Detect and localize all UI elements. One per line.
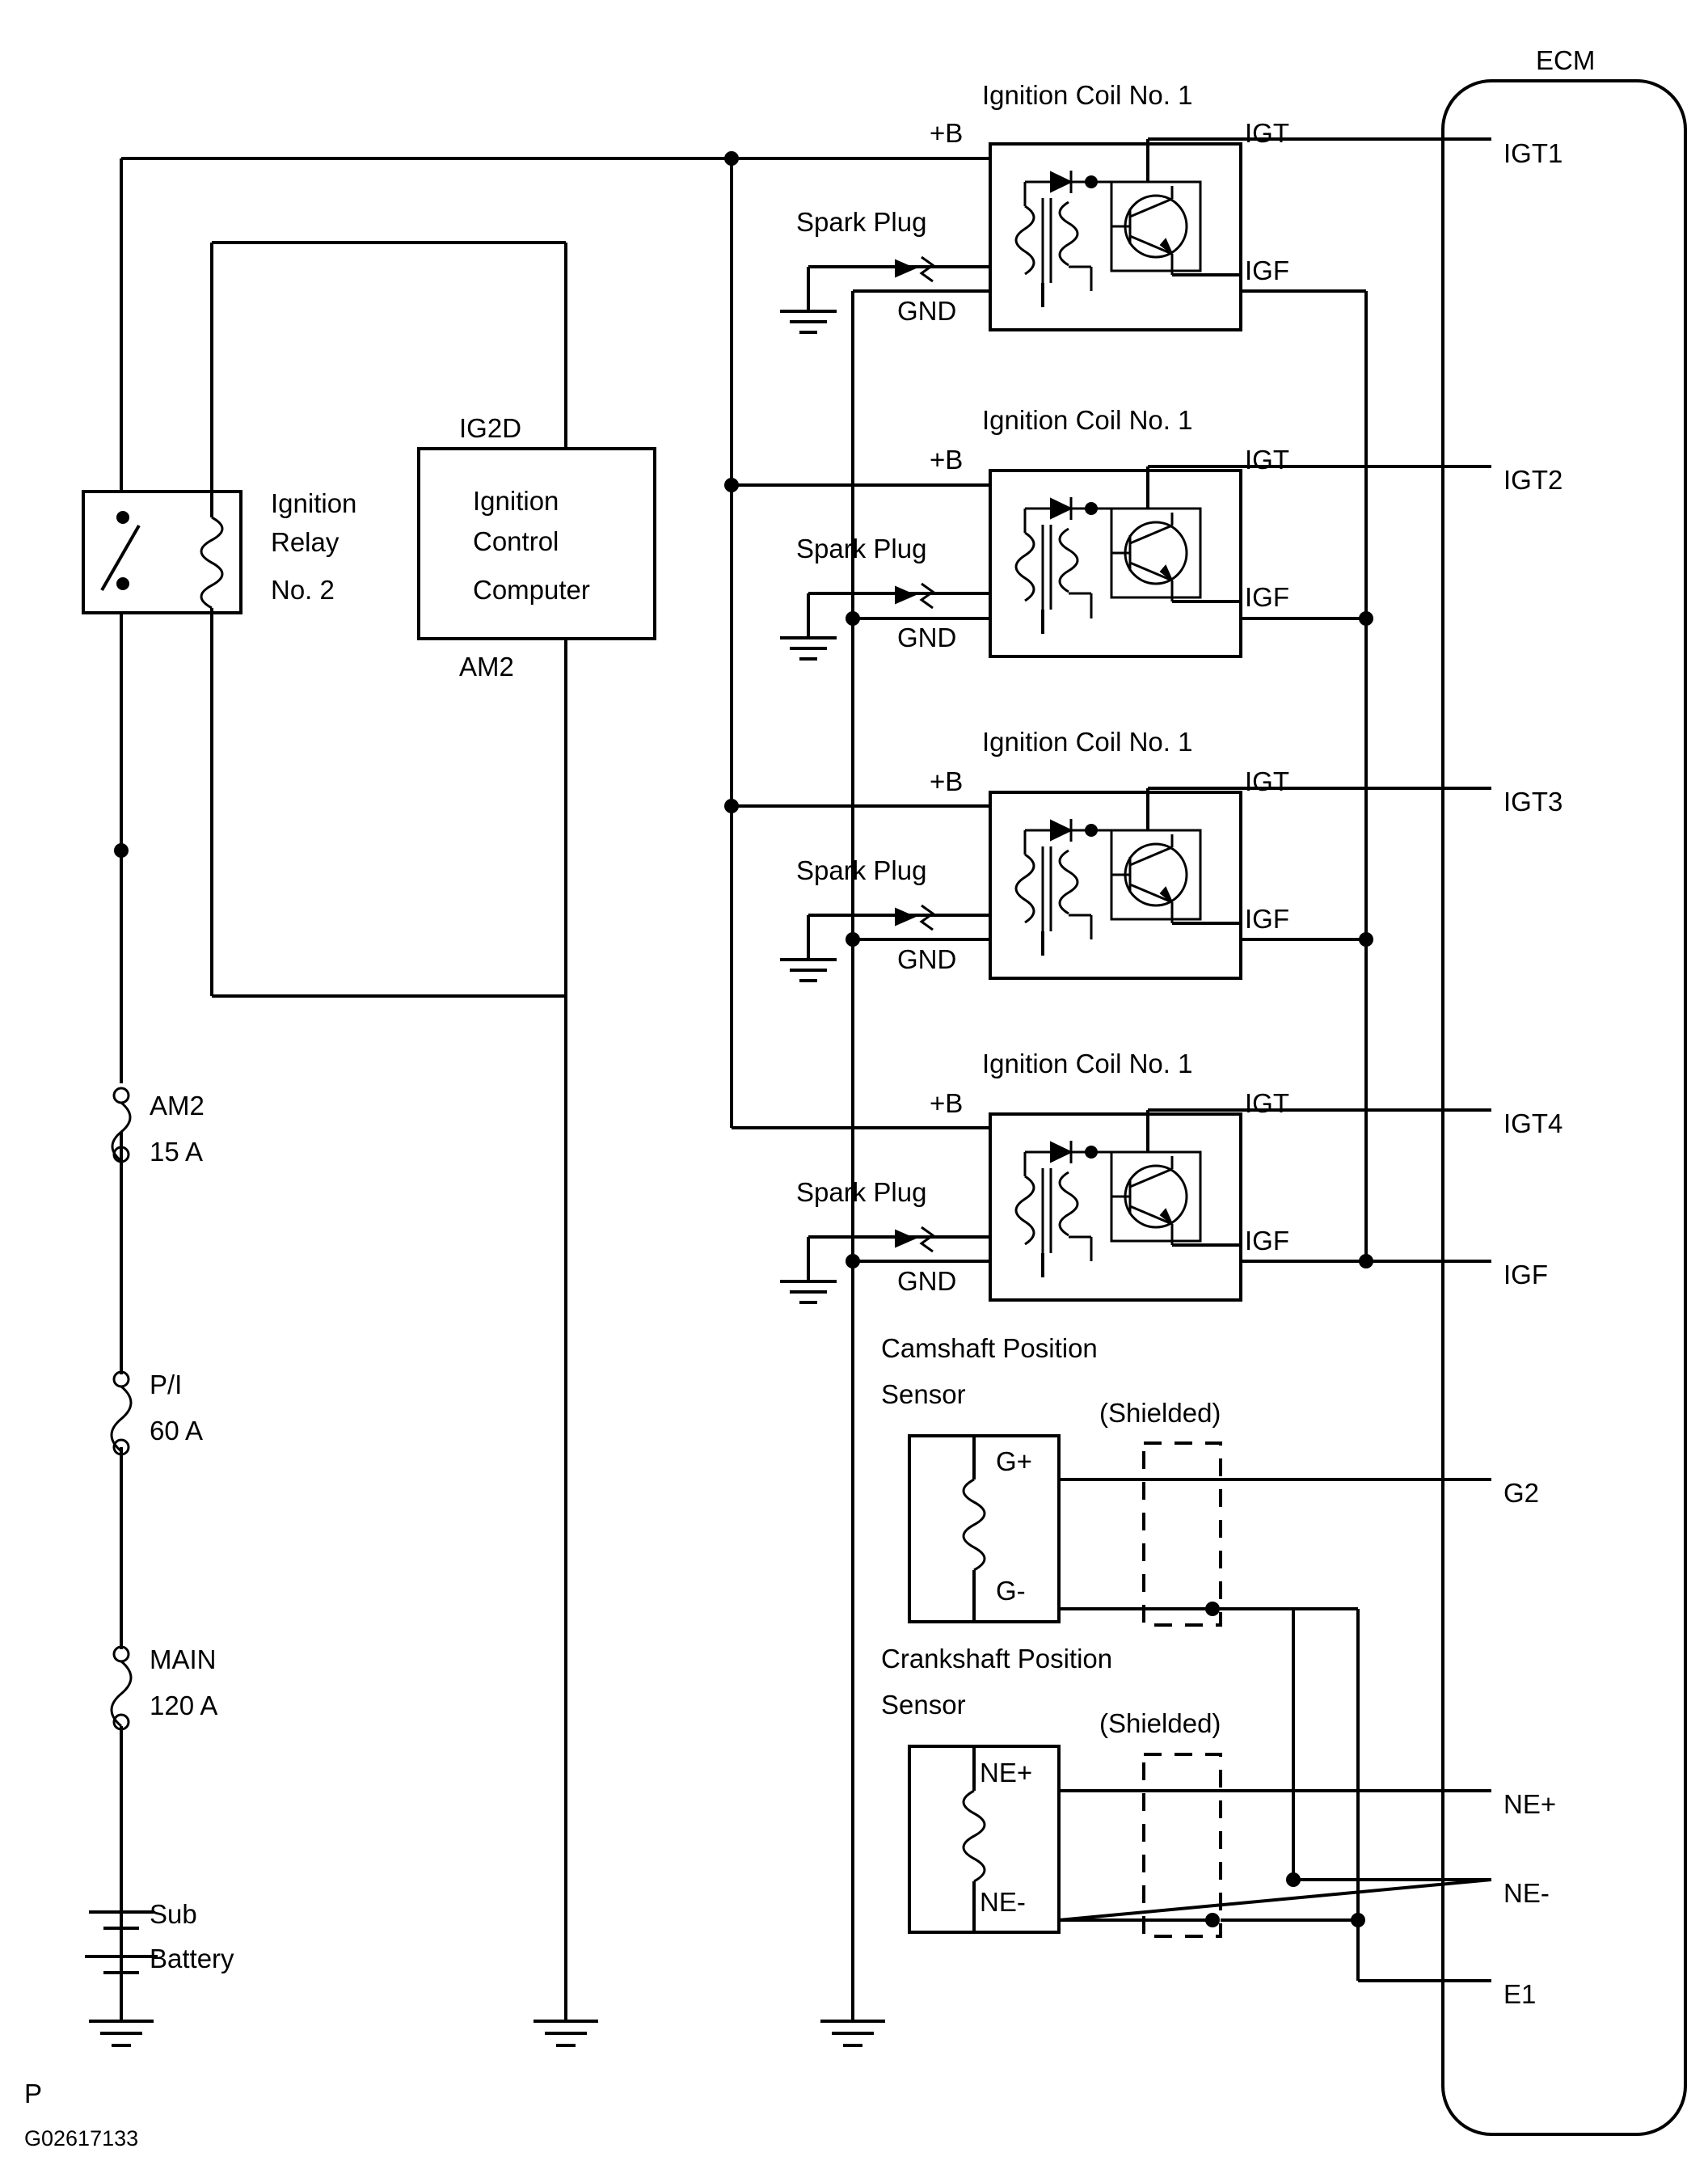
ecm-pin-igt2: IGT2	[1503, 465, 1563, 495]
coil-4-pin-igt: IGT	[1245, 1088, 1289, 1118]
coil-4-pin-gnd: GND	[897, 1266, 957, 1296]
ecm-title: ECM	[1536, 45, 1596, 75]
computer-label-line2: Control	[473, 526, 559, 556]
coil-3-pin-gnd: GND	[897, 944, 957, 974]
fuse-pi-name: P/I	[150, 1370, 183, 1399]
coil-2-title: Ignition Coil No. 1	[982, 405, 1193, 435]
crankshaft-pin-ne-plus: NE+	[980, 1758, 1033, 1788]
coil-2-pin-gnd: GND	[897, 623, 957, 652]
coil-3-pin-bplus: +B	[930, 766, 964, 796]
ecm-pin-g2: G2	[1503, 1478, 1540, 1508]
coil-1-pin-igf: IGF	[1245, 255, 1289, 285]
ecm-pin-igt4: IGT4	[1503, 1108, 1563, 1138]
computer-pin-am2: AM2	[459, 652, 514, 682]
diagram-code: G02617133	[24, 2126, 139, 2151]
battery-label-line2: Battery	[150, 1944, 234, 1973]
coil-1-pin-bplus: +B	[930, 118, 964, 148]
crankshaft-sensor-name-line2: Sensor	[881, 1690, 966, 1720]
coil-4-pin-bplus: +B	[930, 1088, 964, 1118]
coil-1-title: Ignition Coil No. 1	[982, 80, 1193, 110]
ecm-pin-igf: IGF	[1503, 1260, 1548, 1289]
coil-2-pin-igt: IGT	[1245, 445, 1289, 475]
relay-label-line1: Ignition	[271, 488, 357, 518]
battery-label-line1: Sub	[150, 1899, 197, 1929]
coil-1-pin-gnd: GND	[897, 296, 957, 326]
ecm-pin-igt1: IGT1	[1503, 138, 1563, 168]
computer-label-line3: Computer	[473, 575, 590, 605]
fuse-am2-name: AM2	[150, 1091, 205, 1121]
coil-4-title: Ignition Coil No. 1	[982, 1049, 1193, 1078]
fuse-am2-rating: 15 A	[150, 1137, 204, 1167]
ecm-outline	[1443, 81, 1685, 2134]
coil-1-spark-plug-label: Spark Plug	[796, 207, 927, 237]
camshaft-pin-g-minus: G-	[996, 1576, 1026, 1606]
crankshaft-sensor-name-line1: Crankshaft Position	[881, 1644, 1113, 1674]
ecm-pin-e1: E1	[1503, 1979, 1537, 2009]
fuse-main-name: MAIN	[150, 1644, 217, 1674]
coil-2-spark-plug-label: Spark Plug	[796, 534, 927, 563]
ecm-pin-ne-plus: NE+	[1503, 1789, 1557, 1819]
computer-label-line1: Ignition	[473, 486, 559, 516]
ecm-pin-igt3: IGT3	[1503, 787, 1563, 817]
ecm-pin-ne-minus: NE-	[1503, 1878, 1550, 1908]
coil-3-spark-plug-label: Spark Plug	[796, 855, 927, 885]
crankshaft-pin-ne-minus: NE-	[980, 1887, 1026, 1917]
camshaft-sensor-name-line1: Camshaft Position	[881, 1333, 1098, 1363]
coil-2-pin-bplus: +B	[930, 445, 964, 475]
camshaft-shield-label: (Shielded)	[1099, 1398, 1221, 1428]
relay-label-line2: Relay	[271, 527, 339, 557]
fuse-pi-rating: 60 A	[150, 1416, 204, 1446]
fuse-main-rating: 120 A	[150, 1690, 218, 1720]
coil-4-pin-igf: IGF	[1245, 1226, 1289, 1256]
coil-1-pin-igt: IGT	[1245, 118, 1289, 148]
ignition-control-computer-box	[419, 449, 655, 2045]
coil-3-title: Ignition Coil No. 1	[982, 727, 1193, 757]
page-mark: P	[24, 2079, 43, 2108]
coil-4-spark-plug-label: Spark Plug	[796, 1177, 927, 1207]
coil-3-pin-igt: IGT	[1245, 766, 1289, 796]
computer-pin-ig2d: IG2D	[459, 413, 522, 443]
camshaft-pin-g-plus: G+	[996, 1446, 1032, 1476]
crankshaft-shield-label: (Shielded)	[1099, 1708, 1221, 1738]
coil-3-pin-igf: IGF	[1245, 904, 1289, 934]
camshaft-sensor-name-line2: Sensor	[881, 1379, 966, 1409]
relay-label-line3: No. 2	[271, 575, 335, 605]
coil-2-pin-igf: IGF	[1245, 582, 1289, 612]
